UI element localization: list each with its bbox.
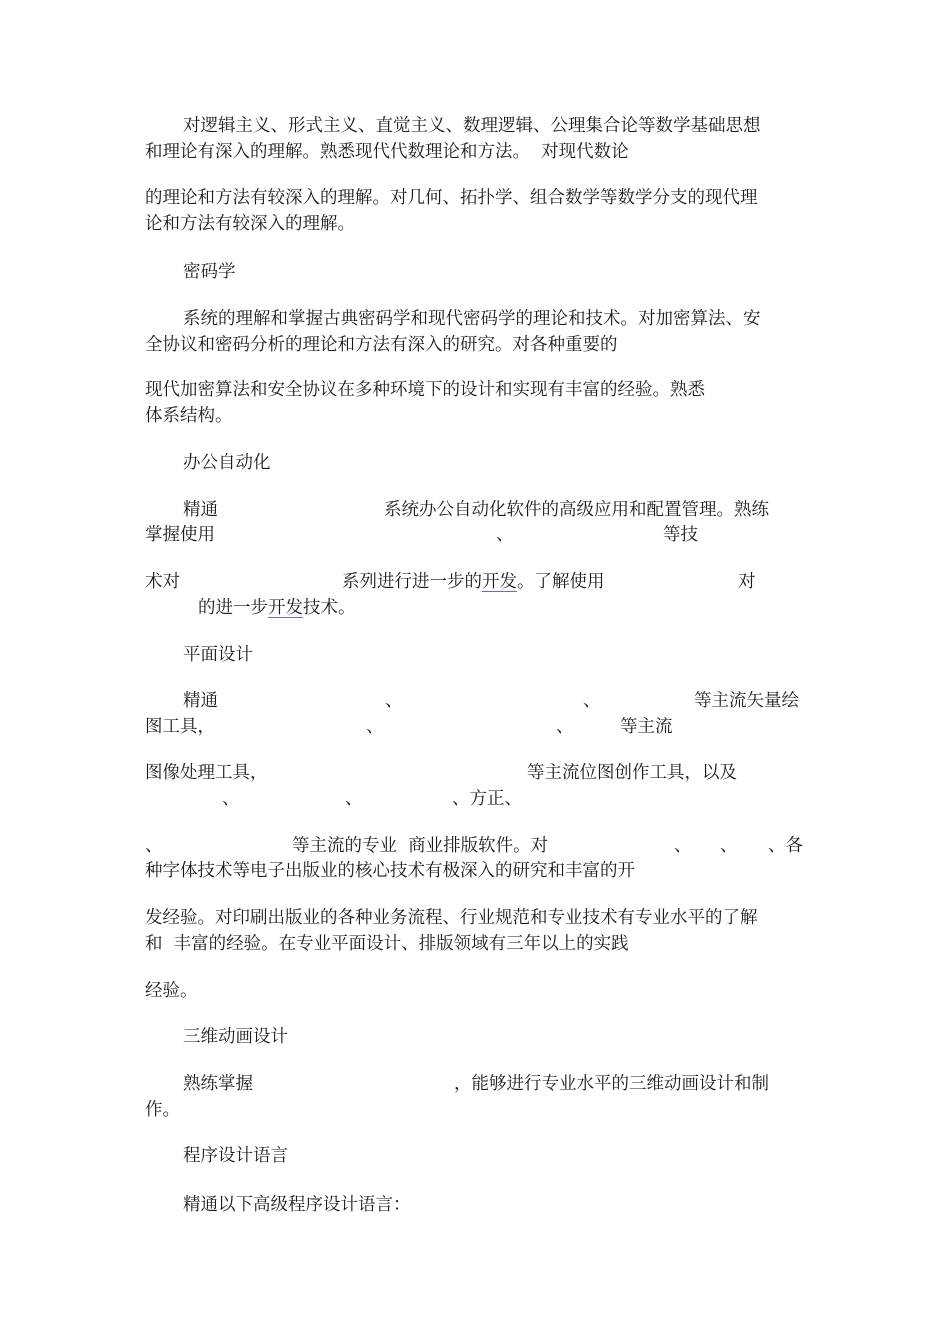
text-fragment: 。了解使用 — [517, 572, 605, 592]
text-fragment: 对 — [738, 572, 756, 592]
text-fragment: 系列进行进一步的 — [342, 572, 482, 592]
text-line: 经验。 — [145, 981, 198, 1001]
text-fragment: 熟练掌握 — [183, 1074, 253, 1094]
text-fragment: 、 — [496, 525, 514, 545]
section-heading: 三维动画设计 — [183, 1027, 288, 1047]
text-line: 和 丰富的经验。在专业平面设计、排版领域有三年以上的实践 — [145, 934, 629, 954]
text-fragment: 、方正、 — [452, 789, 522, 809]
text-line: 种字体技术等电子出版业的核心技术有极深入的研究和丰富的开 — [145, 861, 635, 881]
text-fragment: 、 — [222, 789, 240, 809]
text-fragment: 精通 — [183, 500, 218, 520]
text-line: 作。 — [145, 1100, 180, 1120]
text-fragment: 图工具， — [145, 717, 215, 737]
text-fragment: 等技 — [663, 525, 698, 545]
text-fragment: 、 — [145, 836, 163, 856]
text-fragment: 图像处理工具， — [145, 763, 268, 783]
text-line-with-link — [342, 570, 605, 594]
section-heading: 平面设计 — [183, 645, 253, 665]
text-fragment: 掌握使用 — [145, 525, 215, 545]
text-line: 和理论有深入的理解。熟悉现代代数理论和方法。 对现代数论 — [145, 142, 629, 162]
text-line: 精通以下高级程序设计语言： — [183, 1195, 411, 1215]
text-fragment: 等主流位图创作工具，以及 — [527, 763, 737, 783]
text-line: 现代加密算法和安全协议在多种环境下的设计和实现有丰富的经验。熟悉 — [145, 380, 705, 400]
section-heading: 办公自动化 — [183, 453, 271, 473]
text-fragment: 术对 — [145, 572, 180, 592]
text-fragment: 系统办公自动化软件的高级应用和配置管理。熟练 — [384, 500, 769, 520]
text-fragment: 、 — [345, 789, 363, 809]
text-fragment: ，能够进行专业水平的三维动画设计和制 — [454, 1074, 769, 1094]
text-line: 对逻辑主义、形式主义、直觉主义、数理逻辑、公理集合论等数学基础思想 — [183, 116, 761, 136]
text-line: 发经验。对印刷出版业的各种业务流程、行业规范和专业技术有专业水平的了解 — [145, 908, 758, 928]
text-fragment: 、 — [674, 836, 692, 856]
underlined-word: 开发 — [268, 598, 303, 618]
text-line: 的理论和方法有较深入的理解。对几何、拓扑学、组合数学等数学分支的现代理 — [145, 188, 758, 208]
section-heading: 程序设计语言 — [183, 1146, 288, 1166]
underlined-word: 开发 — [482, 572, 517, 592]
section-heading: 密码学 — [183, 262, 236, 282]
text-fragment: 精通 — [183, 691, 218, 711]
text-fragment: 的进一步 — [198, 598, 268, 618]
text-line: 系统的理解和掌握古典密码学和现代密码学的理论和技术。对加密算法、安 — [183, 309, 761, 329]
text-fragment: 技术。 — [303, 598, 356, 618]
text-line-with-link — [198, 596, 356, 620]
text-fragment: 、 — [720, 836, 738, 856]
text-line: 论和方法有较深入的理解。 — [145, 214, 355, 234]
text-fragment: 等主流的专业 商业排版软件。对 — [292, 836, 549, 856]
text-fragment: 等主流 — [620, 717, 673, 737]
text-fragment: 、 — [583, 691, 601, 711]
text-fragment: 、 — [556, 717, 574, 737]
text-line: 全协议和密码分析的理论和方法有深入的研究。对各种重要的 — [145, 335, 618, 355]
text-line: 体系结构。 — [145, 406, 233, 426]
text-fragment: 等主流矢量绘 — [694, 691, 799, 711]
text-fragment: 、 — [366, 717, 384, 737]
text-fragment: 、 — [385, 691, 403, 711]
text-fragment: 、各 — [768, 836, 803, 856]
